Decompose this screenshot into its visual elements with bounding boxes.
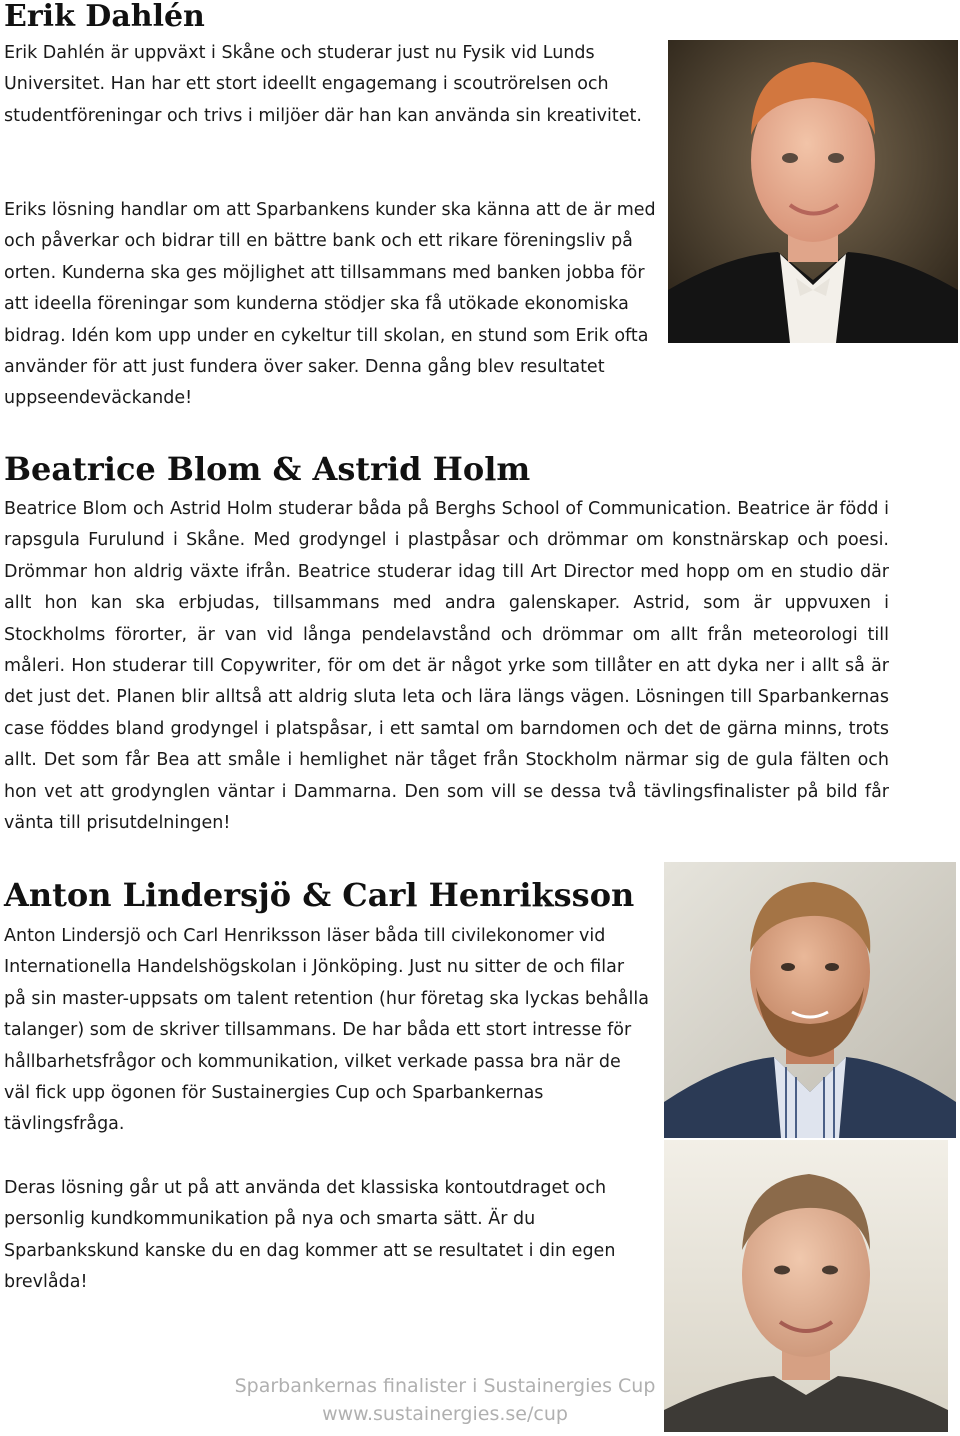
footer-line-2: www.sustainergies.se/cup — [322, 1403, 568, 1425]
beatrice-astrid-paragraph: Beatrice Blom och Astrid Holm studerar båda på Berghs School of Communication. Beatrice är född i rapsgula Furulund i Skåne. Med grodyngel i plastpåsar och drömmar om konstnärskap och poesi. Drömmar hon aldrig växte ifrån. Beatrice studerar idag till Art Director med hopp om en studio där allt hon kan ska erbjudas, tillsammans med andra galenskaper. Astrid, som är uppvuxen i Stockholms förorter, är van vid långa pendelavstånd och drömmar om allt från meteorologi till måleri. Hon studerar till Copywriter, för om det är något yrke som tillåter en att dyka ner i allt så är det just det. Planen blir alltså att aldrig sluta leta och lära längs vägen. Lösningen till Sparbankernas case föddes bland grodyngel i platspåsar, i ett samtal om barndomen och det de gärna minns, trots allt. Det som får Bea att småle i hemlighet när tåget från Stockholm närmar sig de gula fälten och hon vet att grodynglen väntar i Dammarna. Den som vill se dessa två tävlingsfinalister på bild får vänta till prisutdelningen! — [4, 499, 889, 834]
footer-line-1: Sparbankernas finalister i Sustainergies Cup — [234, 1375, 656, 1397]
anton-carl-paragraph-1: Anton Lindersjö och Carl Henriksson läser båda till civilekonomer vid Internationella Handelshögskolan i Jönköping. Just nu sitter de och filar på sin master-uppsats om talent retention (hur företag ska lyckas behålla talanger) som de skriver tillsammans. De har båda ett stort intresse för hållbarhetsfrågor och kommunikation, vilket verkade passa bra när de väl fick upp ögonen för Sustainergies Cup och Sparbankernas tävlingsfråga. — [4, 926, 649, 1135]
section-title-anton-carl: Anton Lindersjö & Carl Henriksson — [4, 876, 635, 914]
page-footer — [225, 1372, 665, 1428]
anton-carl-paragraph-2: Deras lösning går ut på att använda det klassiska kontoutdraget och personlig kundkommunikation på nya och smarta sätt. Är du Sparbankskund kanske du en dag kommer att se resultatet i din egen brevlåda! — [4, 1178, 616, 1293]
anton-portrait-image — [664, 862, 956, 1138]
carl-portrait-photo — [664, 1140, 948, 1432]
erik-paragraph-1: Erik Dahlén är uppväxt i Skåne och studerar just nu Fysik vid Lunds Universitet. Han har ett stort ideellt engagemang i scoutrörelsen och studentföreningar och trivs i miljöer där han kan använda sin kreativitet. — [4, 43, 642, 126]
section-title-erik: Erik Dahlén — [4, 0, 205, 34]
erik-paragraph-2: Eriks lösning handlar om att Sparbankens kunder ska känna att de är med och påverkar och bidrar till en bättre bank och ett rikare föreningsliv på orten. Kunderna ska ges möjlighet att tillsammans med banken jobba för att ideella föreningar som kunderna stödjer ska få utökade ekonomiska bidrag. Idén kom upp under en cykeltur till skolan, en stund som Erik ofta använder för att just fundera över saker. Denna gång blev resultatet uppseendeväckande! — [4, 200, 656, 409]
anton-portrait-photo — [664, 862, 956, 1138]
section-title-beatrice-astrid: Beatrice Blom & Astrid Holm — [4, 450, 531, 488]
carl-portrait-image — [664, 1140, 948, 1432]
